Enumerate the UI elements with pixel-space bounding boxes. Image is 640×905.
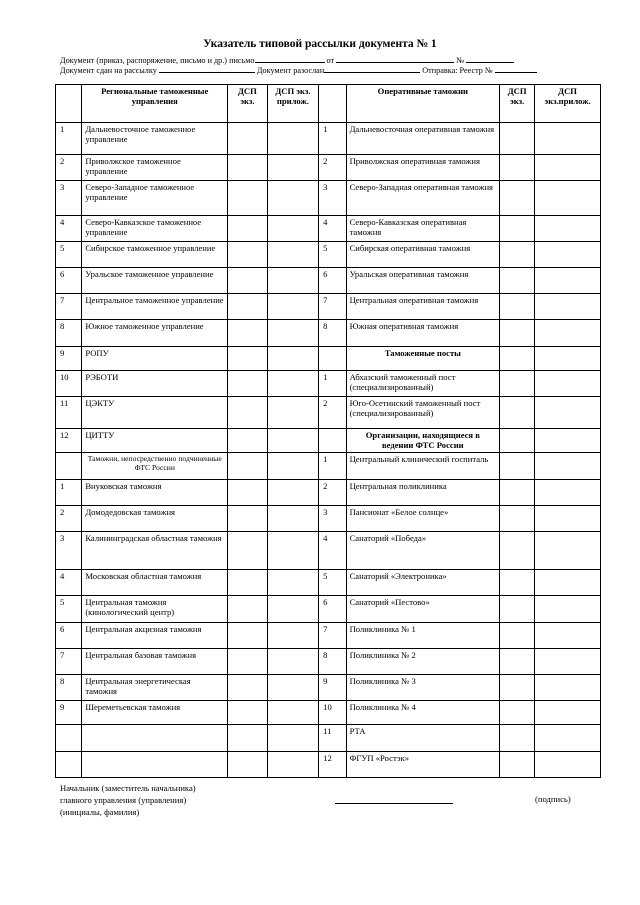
dsp-attachments-left-cell[interactable]	[267, 505, 319, 531]
regional-department-name: Дальневосточное таможенное управление	[82, 123, 228, 155]
dsp-copies-right-cell[interactable]	[500, 505, 535, 531]
row-number-left: 5	[56, 596, 82, 622]
dsp-copies-right-cell[interactable]	[500, 320, 535, 346]
dsp-attachments-left-cell[interactable]	[267, 674, 319, 700]
dsp-copies-right-cell[interactable]	[500, 725, 535, 751]
dsp-copies-right-cell[interactable]	[500, 596, 535, 622]
header-dsp-attachments-right: ДСП экз.прилож.	[535, 85, 601, 123]
table-row	[56, 674, 601, 700]
table-row	[56, 429, 601, 453]
dsp-attachments-right-cell[interactable]	[535, 751, 601, 777]
regional-department-name: Внуковская таможня	[82, 479, 228, 505]
operational-customs-name: Абхазский таможенный пост (специализированный)	[346, 370, 500, 396]
dsp-copies-left-cell[interactable]	[228, 294, 267, 320]
dsp-copies-right-cell[interactable]	[500, 241, 535, 267]
row-number-right: 2	[319, 396, 346, 428]
table-row	[56, 701, 601, 725]
dsp-copies-right-cell[interactable]	[500, 648, 535, 674]
number-label: №	[456, 56, 465, 65]
operational-customs-name: Уральская оперативная таможня	[346, 268, 500, 294]
dsp-copies-right-cell[interactable]	[500, 268, 535, 294]
row-number-left: 2	[56, 505, 82, 531]
regional-department-name: РОПУ	[82, 346, 228, 370]
header-num-right	[319, 85, 346, 123]
dsp-attachments-left-cell[interactable]	[267, 531, 319, 569]
regional-department-name: Центральная акцизная таможня	[82, 622, 228, 648]
dsp-attachments-right-cell[interactable]	[535, 320, 601, 346]
dsp-copies-right-cell[interactable]	[500, 346, 535, 370]
dsp-copies-right-cell[interactable]	[500, 155, 535, 181]
dsp-attachments-right-cell[interactable]	[535, 725, 601, 751]
section-heading: Организации, находящиеся в ведении ФТС России	[346, 429, 500, 453]
row-number-left: 1	[56, 479, 82, 505]
header-regional-departments: Региональные таможенные управления	[82, 85, 228, 123]
dsp-attachments-right-cell[interactable]	[535, 701, 601, 725]
row-number-left: 7	[56, 648, 82, 674]
operational-customs-name: Южная оперативная таможня	[346, 320, 500, 346]
operational-customs-name: Санаторий «Победа»	[346, 531, 500, 569]
table-row	[56, 346, 601, 370]
row-number-right: 4	[319, 215, 346, 241]
row-number-left: 3	[56, 531, 82, 569]
row-number-right	[319, 346, 346, 370]
operational-customs-name: Северо-Кавказская оперативная таможня	[346, 215, 500, 241]
dsp-copies-right-cell[interactable]	[500, 396, 535, 428]
handed-over-label: Документ сдан на рассылку	[60, 66, 157, 75]
row-number-left: 3	[56, 181, 82, 215]
operational-customs-name: Поликлиника № 3	[346, 674, 500, 700]
table-row	[56, 241, 601, 267]
row-number-right: 1	[319, 370, 346, 396]
dsp-copies-left-cell[interactable]	[228, 396, 267, 428]
row-number-right: 3	[319, 505, 346, 531]
regional-department-name	[82, 725, 228, 751]
row-number-left: 9	[56, 701, 82, 725]
dsp-copies-left-cell[interactable]	[228, 674, 267, 700]
row-number-left: 2	[56, 155, 82, 181]
regional-department-name: Московская областная таможня	[82, 570, 228, 596]
dsp-attachments-left-cell[interactable]	[267, 622, 319, 648]
row-number-right: 11	[319, 725, 346, 751]
dsp-attachments-left-cell[interactable]	[267, 701, 319, 725]
registry-label: Реестр №	[459, 66, 493, 75]
handed-over-field[interactable]	[159, 64, 255, 73]
dsp-attachments-right-cell[interactable]	[535, 123, 601, 155]
row-number-left: 5	[56, 241, 82, 267]
row-number-right	[319, 429, 346, 453]
row-number-left: 9	[56, 346, 82, 370]
signature-line[interactable]	[335, 803, 453, 804]
row-number-left: 4	[56, 215, 82, 241]
dsp-copies-right-cell[interactable]	[500, 479, 535, 505]
table-row	[56, 215, 601, 241]
operational-customs-name: Центральная оперативная таможня	[346, 294, 500, 320]
row-number-right: 7	[319, 294, 346, 320]
row-number-left: 11	[56, 396, 82, 428]
table-row	[56, 320, 601, 346]
section-subheading: Таможни, непосредственно подчиненные ФТС России	[82, 453, 228, 479]
dsp-copies-left-cell[interactable]	[228, 531, 267, 569]
row-number-right: 7	[319, 622, 346, 648]
dispatch-info-line	[60, 64, 537, 76]
regional-department-name: Центральная таможня (кинологический центр)	[82, 596, 228, 622]
dsp-copies-left-cell[interactable]	[228, 505, 267, 531]
dsp-attachments-right-cell[interactable]	[535, 596, 601, 622]
dsp-attachments-left-cell[interactable]	[267, 429, 319, 453]
row-number-right: 5	[319, 241, 346, 267]
dsp-copies-right-cell[interactable]	[500, 370, 535, 396]
table-row	[56, 453, 601, 479]
dsp-attachments-right-cell[interactable]	[535, 570, 601, 596]
dsp-copies-left-cell[interactable]	[228, 622, 267, 648]
regional-department-name: Домодедовская таможня	[82, 505, 228, 531]
dsp-attachments-left-cell[interactable]	[267, 570, 319, 596]
number-field[interactable]	[466, 54, 514, 63]
dsp-attachments-left-cell[interactable]	[267, 370, 319, 396]
operational-customs-name: Центральная поликлиника	[346, 479, 500, 505]
header-operational-customs: Оперативные таможни	[346, 85, 500, 123]
dsp-copies-right-cell[interactable]	[500, 429, 535, 453]
table-row	[56, 596, 601, 622]
dsp-copies-left-cell[interactable]	[228, 123, 267, 155]
dsp-copies-left-cell[interactable]	[228, 268, 267, 294]
dsp-copies-right-cell[interactable]	[500, 453, 535, 479]
header-dsp-attachments-left: ДСП экз. прилож.	[267, 85, 319, 123]
row-number-left: 4	[56, 570, 82, 596]
dsp-attachments-left-cell[interactable]	[267, 268, 319, 294]
dsp-copies-left-cell[interactable]	[228, 751, 267, 777]
dsp-copies-left-cell[interactable]	[228, 155, 267, 181]
regional-department-name: Приволжское таможенное управление	[82, 155, 228, 181]
dsp-copies-left-cell[interactable]	[228, 215, 267, 241]
dsp-copies-left-cell[interactable]	[228, 648, 267, 674]
dsp-copies-left-cell[interactable]	[228, 320, 267, 346]
footer-block	[60, 782, 196, 818]
row-number-right: 3	[319, 181, 346, 215]
section-heading: Таможенные посты	[346, 346, 500, 370]
dsp-attachments-left-cell[interactable]	[267, 725, 319, 751]
row-number-right: 1	[319, 453, 346, 479]
row-number-left: 10	[56, 370, 82, 396]
regional-department-name: Северо-Западное таможенное управление	[82, 181, 228, 215]
regional-department-name: Шереметьевская таможня	[82, 701, 228, 725]
table-row	[56, 570, 601, 596]
row-number-left	[56, 751, 82, 777]
distribution-table	[55, 84, 601, 778]
sent-label: Документ разослан	[256, 66, 325, 75]
dsp-attachments-left-cell[interactable]	[267, 320, 319, 346]
row-number-right: 9	[319, 674, 346, 700]
regional-department-name: ЦИТТУ	[82, 429, 228, 453]
row-number-right: 4	[319, 531, 346, 569]
dsp-attachments-right-cell[interactable]	[535, 622, 601, 648]
dsp-attachments-right-cell[interactable]	[535, 155, 601, 181]
row-number-right: 10	[319, 701, 346, 725]
table-row	[56, 648, 601, 674]
dispatch-label: Отправка:	[422, 66, 458, 75]
dsp-attachments-left-cell[interactable]	[267, 155, 319, 181]
regional-department-name: ЦЭКТУ	[82, 396, 228, 428]
row-number-right: 2	[319, 155, 346, 181]
table-header-row	[56, 85, 601, 123]
dsp-attachments-right-cell[interactable]	[535, 531, 601, 569]
header-num-left	[56, 85, 82, 123]
dsp-attachments-right-cell[interactable]	[535, 346, 601, 370]
row-number-left: 6	[56, 268, 82, 294]
operational-customs-name: Северо-Западная оперативная таможня	[346, 181, 500, 215]
regional-department-name	[82, 751, 228, 777]
dsp-attachments-right-cell[interactable]	[535, 648, 601, 674]
document-type-field[interactable]	[255, 54, 325, 63]
row-number-right: 6	[319, 596, 346, 622]
operational-customs-name: Приволжская оперативная таможня	[346, 155, 500, 181]
dsp-attachments-right-cell[interactable]	[535, 674, 601, 700]
operational-customs-name: Санаторий «Пестово»	[346, 596, 500, 622]
dsp-copies-left-cell[interactable]	[228, 570, 267, 596]
dsp-copies-right-cell[interactable]	[500, 123, 535, 155]
dsp-copies-left-cell[interactable]	[228, 429, 267, 453]
table-row	[56, 123, 601, 155]
regional-department-name: Северо-Кавказское таможенное управление	[82, 215, 228, 241]
dsp-copies-right-cell[interactable]	[500, 181, 535, 215]
row-number-right: 5	[319, 570, 346, 596]
operational-customs-name: Поликлиника № 4	[346, 701, 500, 725]
row-number-left	[56, 453, 82, 479]
table-row	[56, 622, 601, 648]
dsp-attachments-left-cell[interactable]	[267, 215, 319, 241]
regional-department-name: Центральное таможенное управление	[82, 294, 228, 320]
row-number-left: 12	[56, 429, 82, 453]
dsp-attachments-right-cell[interactable]	[535, 268, 601, 294]
document-type-label: Документ (приказ, распоряжение, письмо и др.) письмо	[60, 56, 255, 65]
dsp-attachments-left-cell[interactable]	[267, 479, 319, 505]
regional-department-name: Калининградская областная таможня	[82, 531, 228, 569]
table-row	[56, 505, 601, 531]
dsp-attachments-right-cell[interactable]	[535, 215, 601, 241]
dsp-attachments-right-cell[interactable]	[535, 396, 601, 428]
row-number-left: 8	[56, 674, 82, 700]
row-number-left: 6	[56, 622, 82, 648]
regional-department-name: Центральная энергетическая таможня	[82, 674, 228, 700]
regional-department-name: РЭБОТИ	[82, 370, 228, 396]
dsp-attachments-left-cell[interactable]	[267, 453, 319, 479]
table-row	[56, 479, 601, 505]
row-number-left: 1	[56, 123, 82, 155]
operational-customs-name: Юго-Осетинский таможенный пост (специализированный)	[346, 396, 500, 428]
dsp-attachments-left-cell[interactable]	[267, 596, 319, 622]
dsp-attachments-right-cell[interactable]	[535, 370, 601, 396]
operational-customs-name: Пансионат «Белое солнце»	[346, 505, 500, 531]
date-label: от	[326, 56, 335, 65]
table-row	[56, 268, 601, 294]
row-number-left: 7	[56, 294, 82, 320]
document-title: Указатель типовой рассылки документа № 1	[203, 38, 437, 50]
dsp-attachments-left-cell[interactable]	[267, 294, 319, 320]
dsp-copies-right-cell[interactable]	[500, 622, 535, 648]
dsp-attachments-left-cell[interactable]	[267, 751, 319, 777]
dsp-copies-right-cell[interactable]	[500, 215, 535, 241]
dsp-copies-right-cell[interactable]	[500, 751, 535, 777]
dsp-copies-left-cell[interactable]	[228, 701, 267, 725]
table-row	[56, 751, 601, 777]
dsp-copies-right-cell[interactable]	[500, 294, 535, 320]
dsp-copies-left-cell[interactable]	[228, 241, 267, 267]
dsp-attachments-left-cell[interactable]	[267, 346, 319, 370]
row-number-left: 8	[56, 320, 82, 346]
regional-department-name: Центральная базовая таможня	[82, 648, 228, 674]
dsp-copies-left-cell[interactable]	[228, 725, 267, 751]
regional-department-name: Сибирское таможенное управление	[82, 241, 228, 267]
operational-customs-name: Поликлиника № 1	[346, 622, 500, 648]
table-row	[56, 531, 601, 569]
dsp-attachments-left-cell[interactable]	[267, 396, 319, 428]
table-row	[56, 396, 601, 428]
dsp-attachments-left-cell[interactable]	[267, 648, 319, 674]
table-row	[56, 725, 601, 751]
footer-line-3: (инициалы, фамилия)	[60, 807, 140, 817]
dsp-copies-left-cell[interactable]	[228, 370, 267, 396]
table-row	[56, 294, 601, 320]
dsp-copies-right-cell[interactable]	[500, 674, 535, 700]
date-field[interactable]	[336, 54, 454, 63]
dsp-attachments-left-cell[interactable]	[267, 241, 319, 267]
sent-field[interactable]	[324, 64, 420, 73]
dsp-attachments-right-cell[interactable]	[535, 429, 601, 453]
dsp-attachments-left-cell[interactable]	[267, 181, 319, 215]
dsp-copies-right-cell[interactable]	[500, 701, 535, 725]
row-number-right: 8	[319, 648, 346, 674]
dsp-attachments-right-cell[interactable]	[535, 241, 601, 267]
regional-department-name: Южное таможенное управление	[82, 320, 228, 346]
registry-field[interactable]	[495, 64, 537, 73]
dsp-attachments-right-cell[interactable]	[535, 294, 601, 320]
regional-department-name: Уральское таможенное управление	[82, 268, 228, 294]
header-dsp-copies-left: ДСП экз.	[228, 85, 267, 123]
signature-label: (подпись)	[535, 794, 571, 804]
dsp-copies-right-cell[interactable]	[500, 570, 535, 596]
row-number-right: 2	[319, 479, 346, 505]
footer-line-2: главного управления (управления)	[60, 795, 187, 805]
row-number-left	[56, 725, 82, 751]
operational-customs-name: РТА	[346, 725, 500, 751]
dsp-copies-left-cell[interactable]	[228, 596, 267, 622]
operational-customs-name: Сибирская оперативная таможня	[346, 241, 500, 267]
dsp-attachments-right-cell[interactable]	[535, 479, 601, 505]
operational-customs-name: Дальневосточная оперативная таможня	[346, 123, 500, 155]
dsp-attachments-right-cell[interactable]	[535, 453, 601, 479]
dsp-copies-right-cell[interactable]	[500, 531, 535, 569]
dsp-attachments-right-cell[interactable]	[535, 181, 601, 215]
row-number-right: 6	[319, 268, 346, 294]
row-number-right: 12	[319, 751, 346, 777]
row-number-right: 8	[319, 320, 346, 346]
dsp-attachments-right-cell[interactable]	[535, 505, 601, 531]
header-dsp-copies-right: ДСП экз.	[500, 85, 535, 123]
table-row	[56, 181, 601, 215]
row-number-right: 1	[319, 123, 346, 155]
footer-line-1: Начальник (заместитель начальника)	[60, 783, 196, 793]
operational-customs-name: Санаторий «Электроника»	[346, 570, 500, 596]
dsp-copies-left-cell[interactable]	[228, 346, 267, 370]
table-row	[56, 155, 601, 181]
operational-customs-name: Центральный клинический госпиталь	[346, 453, 500, 479]
operational-customs-name: Поликлиника № 2	[346, 648, 500, 674]
dsp-attachments-left-cell[interactable]	[267, 123, 319, 155]
dsp-copies-left-cell[interactable]	[228, 181, 267, 215]
dsp-copies-left-cell[interactable]	[228, 453, 267, 479]
dsp-copies-left-cell[interactable]	[228, 479, 267, 505]
operational-customs-name: ФГУП «Ростэк»	[346, 751, 500, 777]
table-row	[56, 370, 601, 396]
